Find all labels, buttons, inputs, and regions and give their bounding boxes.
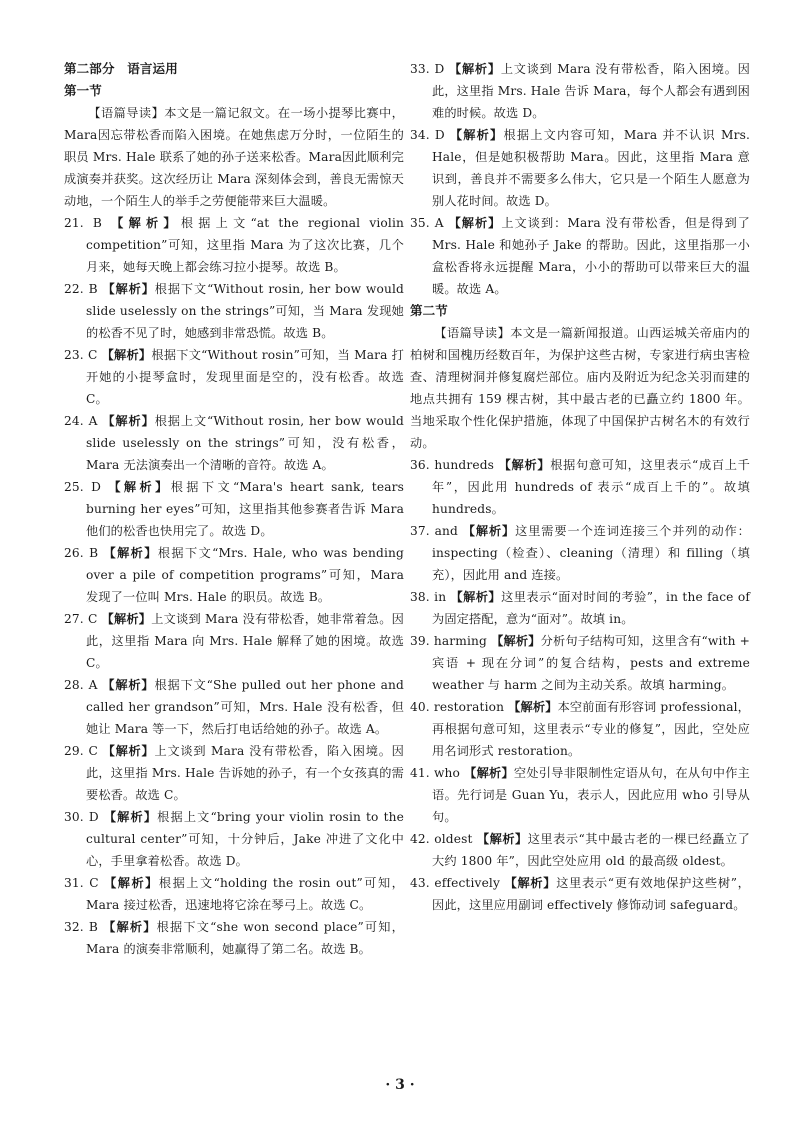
answer-number: 24. A <box>64 414 98 428</box>
analysis-tag: 【解析】 <box>102 414 155 428</box>
answer-item <box>410 872 750 916</box>
page-number: · 3 · <box>385 1077 415 1093</box>
answer-item <box>410 828 750 872</box>
analysis-text: 根据句意可知，这里表示“成百上千年”，因此用 hundreds of 表示“成百上千的”。故填 hundreds。 <box>432 458 750 516</box>
answer-number: 40. restoration <box>410 700 505 714</box>
analysis-tag: 【解析】 <box>103 546 158 560</box>
answer-item <box>410 212 750 300</box>
answer-number: 28. A <box>64 678 98 692</box>
analysis-tag: 【解析】 <box>103 920 157 934</box>
subsection-title: 第二节 <box>410 303 448 318</box>
analysis-text: 上文谈到：Mara 没有带松香，但是得到了 Mrs. Hale 和她孙子 Jake 的帮助。因此，这里指那一小盒松香将永远提醒 Mara，小小的帮助可以带来巨大的温暖。故选 A。 <box>432 216 750 296</box>
answer-item <box>410 586 750 630</box>
analysis-tag: 【解析】 <box>103 810 158 824</box>
answer-item <box>64 410 404 476</box>
analysis-text: 根据下文“she won second place”可知，Mara 的演奏非常顺利，她赢得了第二名。故选 B。 <box>86 920 405 956</box>
subsection-title: 第一节 <box>64 83 102 98</box>
answer-item <box>64 806 404 872</box>
analysis-tag: 【解析】 <box>504 876 557 890</box>
answer-number: 36. hundreds <box>410 458 495 472</box>
analysis-text: 根据下文“Without rosin, her bow would slide uselessly on the strings”可知，当 Mara 发现她的松香不见了时，她感到非常恐慌。故选 B。 <box>86 282 404 340</box>
analysis-tag: 【解析】 <box>102 744 155 758</box>
analysis-text: 根据上文内容可知，Mara 并不认识 Mrs. Hale，但是她积极帮助 Mara。因此，这里指 Mara 意识到，善良并不需要多么伟大，它只是一个陌生人愿意为别人花时间。故选 D。 <box>432 128 751 208</box>
answer-number: 42. oldest <box>410 832 473 846</box>
passage-intro: 【语篇导读】本文是一篇记叙文。在一场小提琴比赛中，Mara因忘带松香而陷入困境。在她焦虑万分时，一位陌生的职员 Mrs. Hale 联系了她的孙子送来松香。Mara因此顺利完成演奏并获奖。这次经历让 Mara 深刻体会到，善良无需惊天动地，一个陌生人的举手之劳便能带来巨大温暖。 <box>64 106 404 208</box>
analysis-tag: 【解析】 <box>101 612 152 626</box>
answer-number: 22. B <box>64 282 98 296</box>
answer-item <box>410 520 750 586</box>
answer-item <box>410 124 750 212</box>
answer-item <box>64 542 404 608</box>
analysis-text: 根据下文“Mara's heart sank, tears burning her eyes”可知，这里指其他参赛者告诉 Mara 他们的松香也快用完了。故选 D。 <box>86 480 404 538</box>
answer-number: 25. D <box>64 480 102 494</box>
analysis-text: 这里需要一个连词连接三个并列的动作：inspecting（检查）、cleaning（清理）和 filling（填充），因此用 and 连接。 <box>432 524 750 582</box>
answer-list <box>410 58 750 300</box>
analysis-tag: 【解析】 <box>102 678 155 692</box>
analysis-tag: 【解析】 <box>508 700 558 714</box>
answer-number: 39. harming <box>410 634 487 648</box>
answer-number: 30. D <box>64 810 99 824</box>
analysis-text: 空处引导非限制性定语从句，在从句中作主语。先行词是 Guan Yu，表示人，因此应用 who 引导从句。 <box>432 766 750 824</box>
analysis-text: 根据上文“holding the rosin out”可知，Mara 接过松香，迅速地将它涂在琴弓上。故选 C。 <box>86 876 404 912</box>
analysis-tag: 【解析】 <box>449 128 504 142</box>
answer-item <box>410 454 750 520</box>
analysis-text: 本空前面有形容词 professional，再根据句意可知，这里表示“专业的修复”，因此，空处应用名词形式 restoration。 <box>432 700 751 758</box>
answer-item <box>410 630 750 696</box>
answer-number: 41. who <box>410 766 461 780</box>
analysis-tag: 【解析】 <box>101 348 152 362</box>
analysis-text: 这里表示“更有效地保护这些树”，因此，这里应用副词 effectively 修饰动词 safeguard。 <box>432 876 750 912</box>
analysis-tag: 【解析】 <box>108 480 171 494</box>
analysis-tag: 【解析】 <box>111 216 181 230</box>
answer-number: 31. C <box>64 876 99 890</box>
analysis-text: 这里表示“面对时间的考验”，in the face of 为固定搭配，意为“面对”。故填 in。 <box>432 590 751 626</box>
analysis-text: 根据下文“She pulled out her phone and called her grandson”可知，Mrs. Hale 没有松香，但她让 Mara 等一下，然后打电话给她的孙子。故选 A。 <box>86 678 404 736</box>
analysis-text: 根据上文“bring your violin rosin to the cultural center”可知，十分钟后，Jake 冲进了文化中心，手里拿着松香。故选 D。 <box>86 810 404 868</box>
analysis-tag: 【解析】 <box>498 458 551 472</box>
analysis-tag: 【解析】 <box>491 634 541 648</box>
answer-number: 35. A <box>410 216 444 230</box>
left-column <box>64 58 404 960</box>
answer-number: 37. and <box>410 524 458 538</box>
right-column <box>410 58 750 916</box>
answer-number: 23. C <box>64 348 98 362</box>
answer-item <box>64 674 404 740</box>
passage-intro: 【语篇导读】本文是一篇新闻报道。山西运城关帝庙内的柏树和国槐历经数百年，为保护这些古树，专家进行病虫害检查、清理树洞并修复腐烂部位。庙内及附近为纪念关羽而建的地点共拥有 159 棵古树，其中最古老的已矗立约 1800 年。当地采取个性化保护措施，体现了中国保护古树名木的有效行动。 <box>410 326 750 450</box>
answer-item <box>64 212 404 278</box>
analysis-text: 上文谈到 Mara 没有带松香，她非常着急。因此，这里指 Mara 向 Mrs. Hale 解释了她的困境。故选 C。 <box>86 612 404 670</box>
analysis-tag: 【解析】 <box>448 216 502 230</box>
answer-item <box>64 608 404 674</box>
analysis-tag: 【解析】 <box>464 766 514 780</box>
answer-number: 29. C <box>64 744 98 758</box>
analysis-tag: 【解析】 <box>102 282 155 296</box>
analysis-tag: 【解析】 <box>104 876 159 890</box>
analysis-text: 上文谈到 Mara 没有带松香，陷入困境。因此，这里指 Mrs. Hale 告诉她的孙子，有一个女孩真的需要松香。故选 C。 <box>86 744 404 802</box>
answer-number: 38. in <box>410 590 447 604</box>
answer-number: 43. effectively <box>410 876 501 890</box>
analysis-tag: 【解析】 <box>449 62 501 76</box>
answer-item <box>64 278 404 344</box>
analysis-text: 根据上文“at the regional violin competition”可知，这里指 Mara 为了这次比赛，几个月来，她每天晚上都会练习拉小提琴。故选 B。 <box>86 216 404 274</box>
analysis-tag: 【解析】 <box>462 524 516 538</box>
answer-number: 26. B <box>64 546 99 560</box>
answer-item <box>410 58 750 124</box>
answer-item <box>410 696 750 762</box>
analysis-text: 根据下文“Without rosin”可知，当 Mara 打开她的小提琴盒时，发现里面是空的，没有松香。故选 C。 <box>86 348 404 406</box>
answer-item <box>64 872 404 916</box>
answer-list <box>64 212 404 960</box>
answer-item <box>64 916 404 960</box>
answer-item <box>64 344 404 410</box>
analysis-text: 分析句子结构可知，这里含有“with + 宾语 + 现在分词”的复合结构，pests and extreme weather 与 harm 之间为主动关系。故填 harming。 <box>432 634 750 692</box>
answer-list <box>410 454 750 916</box>
answer-number: 27. C <box>64 612 98 626</box>
analysis-text: 根据下文“Mrs. Hale, who was bending over a pile of competition programs”可知，Mara 发现了一位叫 Mrs. Hale 的职员。故选 B。 <box>86 546 404 604</box>
answer-number: 34. D <box>410 128 445 142</box>
answer-item <box>64 740 404 806</box>
answer-item <box>410 762 750 828</box>
section-title: 第二部分 语言运用 <box>64 61 178 76</box>
analysis-text: 上文谈到 Mara 没有带松香，陷入困境。因此，这里指 Mrs. Hale 告诉 Mara，每个人都会有遇到困难的时候。故选 D。 <box>432 62 750 120</box>
analysis-tag: 【解析】 <box>476 832 528 846</box>
answer-number: 21. B <box>64 216 103 230</box>
analysis-tag: 【解析】 <box>450 590 502 604</box>
answer-number: 32. B <box>64 920 99 934</box>
answer-item <box>64 476 404 542</box>
analysis-text: 根据上文“Without rosin, her bow would slide uselessly on the strings”可知，没有松香，Mara 无法演奏出一个清晰的音符。故选 A。 <box>86 414 404 472</box>
analysis-text: 这里表示“其中最古老的一棵已经矗立了大约 1800 年”，因此空处应用 old 的最高级 oldest。 <box>432 832 750 868</box>
answer-number: 33. D <box>410 62 445 76</box>
